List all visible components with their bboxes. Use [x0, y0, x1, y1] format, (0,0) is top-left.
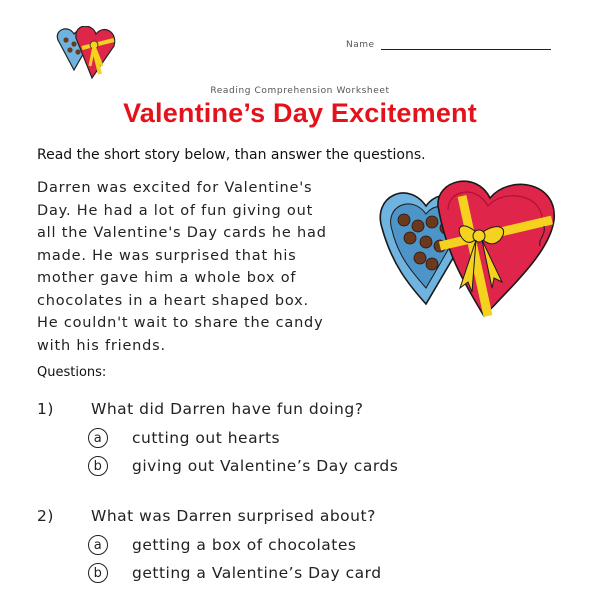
question-number: 2) [37, 507, 54, 525]
answer-bubble[interactable]: a [88, 428, 108, 448]
heart-chocolate-box-illustration [368, 176, 563, 328]
answer-bubble[interactable]: a [88, 535, 108, 555]
answer-bubble[interactable]: b [88, 456, 108, 476]
questions-heading: Questions: [37, 365, 107, 380]
story-line: mother gave him a whole box of [37, 270, 297, 286]
instructions: Read the short story below, than answer the questions. [37, 147, 426, 163]
page-title: Valentine’s Day Excitement [123, 98, 477, 128]
name-field[interactable] [346, 40, 551, 50]
question-2 [37, 507, 376, 525]
story-line: Day. He had a lot of fun giving out [37, 202, 314, 219]
worksheet-subtitle: Reading Comprehension Worksheet [210, 86, 390, 96]
story-text [37, 177, 367, 357]
question-text: What was Darren surprised about? [91, 507, 376, 525]
story-line: Darren was excited for Valentine's [37, 180, 313, 196]
answer-option[interactable] [88, 535, 357, 555]
answer-text: giving out Valentine’s Day cards [132, 457, 399, 475]
answer-option[interactable] [88, 428, 280, 448]
answer-option[interactable] [88, 456, 398, 476]
heart-chocolate-box-icon [52, 26, 118, 84]
name-line[interactable] [381, 40, 551, 50]
story-line: all the Valentine's Day cards he had [37, 225, 327, 241]
answer-text: getting a box of chocolates [132, 536, 357, 554]
question-text: What did Darren have fun doing? [91, 400, 364, 418]
question-1 [37, 400, 363, 418]
story-line: chocolates in a heart shaped box. [37, 292, 309, 309]
answer-text: cutting out hearts [132, 429, 281, 447]
story-line: He couldn't wait to share the candy [37, 315, 324, 331]
question-number: 1) [37, 400, 54, 418]
name-label: Name [346, 40, 375, 50]
story-line: made. He was surprised that his [37, 247, 297, 264]
answer-bubble[interactable]: b [88, 563, 108, 583]
answer-text: getting a Valentine’s Day card [132, 564, 382, 582]
story-line: with his friends. [37, 337, 166, 354]
answer-option[interactable] [88, 563, 382, 583]
